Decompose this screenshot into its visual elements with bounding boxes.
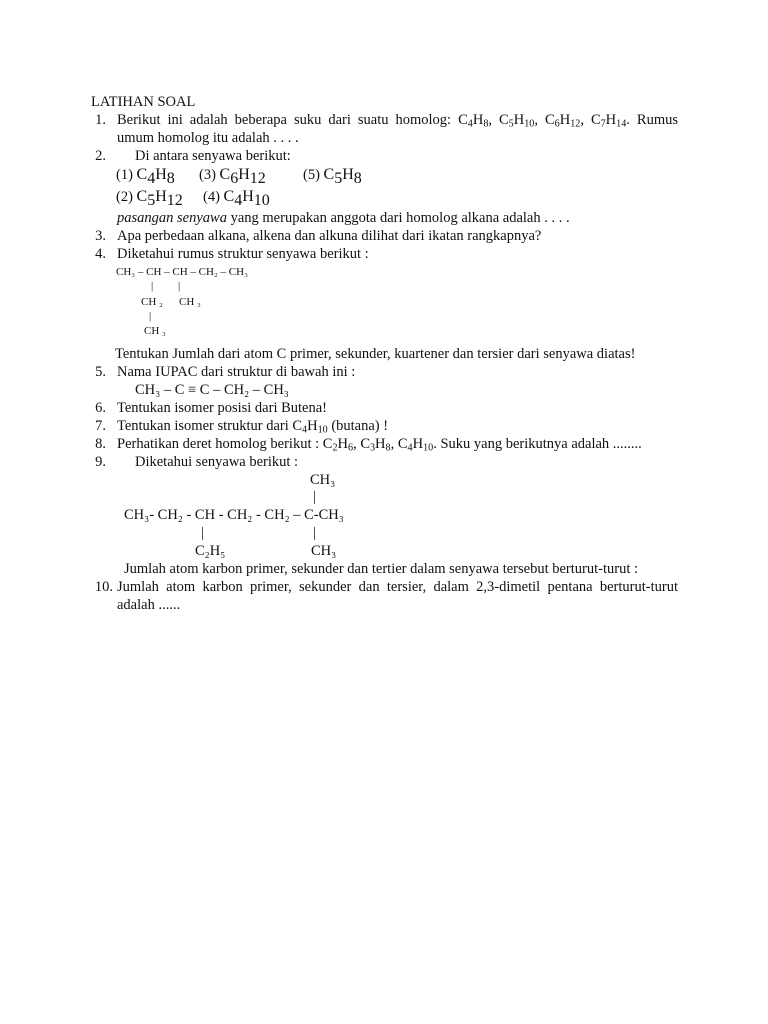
q9-top-ch3: CH₃ [310, 472, 336, 488]
q7-text: Tentukan isomer struktur dari $C_4H_{10}$ (butana) ! [117, 418, 389, 436]
q4-bond-3: | [149, 310, 152, 322]
page-title: LATIHAN SOAL [91, 94, 196, 110]
q10-number: 10. [94, 579, 113, 595]
q2-option-2: (2) $C_5H_{12}$ [116, 188, 183, 209]
q8-text: Perhatikan deret homolog berikut : $C_2H_6$, $C_3H_8$, $C_4H_{10}$. Suku yang berikutnya adalah ........ [117, 436, 642, 454]
q9-methyl-branch: CH₃ [311, 543, 337, 559]
q5-formula: CH₃ – C ≡ C – CH₂ – CH₃ [135, 382, 289, 398]
q5-number: 5. [95, 364, 106, 380]
q9-question: Jumlah atom karbon primer, sekunder dan tertier dalam senyawa tersebut berturut-turut : [124, 561, 638, 577]
q2-number: 2. [95, 148, 106, 164]
q4-ch3-end: CH ₃ [144, 325, 166, 337]
q4-text: Diketahui rumus struktur senyawa berikut : [117, 246, 369, 262]
q1-line1: Berikut ini adalah beberapa suku dari suatu homolog: $C_4H_8$, $C_5H_{10}$, $C_6H_{12}$, $C_7H_{14}$. Rumus [117, 112, 678, 130]
q5-text: Nama IUPAC dari struktur di bawah ini : [117, 364, 356, 380]
q9-ethyl-branch: C₂H₅ [195, 543, 226, 559]
q2-text: Di antara senyawa berikut: [135, 148, 291, 164]
q2-option-4: (4) $C_4H_{10}$ [203, 188, 270, 209]
q9-bond-left: | [201, 525, 204, 541]
q9-bond-top: | [313, 489, 316, 505]
q10-line2: adalah ...... [117, 597, 181, 613]
q9-main-chain: CH₃- CH₂ - CH - CH₂ - CH₂ – C-CH₃ [124, 507, 344, 523]
q7-number: 7. [95, 418, 106, 434]
q3-text: Apa perbedaan alkana, alkena dan alkuna dilihat dari ikatan rangkapnya? [117, 228, 542, 244]
q10-line1: Jumlah atom karbon primer, sekunder dan tersier, dalam 2,3-dimetil pentana berturut-turut [117, 579, 678, 595]
q4-bond-1: | [151, 280, 154, 292]
q1-line2: umum homolog itu adalah . . . . [117, 130, 299, 146]
q4-main-chain: CH₃ – CH – CH – CH₂ – CH₃ [116, 266, 248, 278]
q8-number: 8. [95, 436, 106, 452]
q4-bond-2: | [178, 280, 181, 292]
q6-text: Tentukan isomer posisi dari Butena! [117, 400, 327, 416]
q4-question: Tentukan Jumlah dari atom C primer, sekunder, kuartener dan tersier dari senyawa diatas! [115, 346, 636, 362]
q2-instruction: pasangan senyawa yang merupakan anggota dari homolog alkana adalah . . . . [117, 210, 570, 226]
q9-text: Diketahui senyawa berikut : [135, 454, 299, 470]
q2-option-1: (1) $C_4H_8$ [116, 166, 175, 187]
q2-option-5: (5) $C_5H_8$ [303, 166, 362, 187]
q9-number: 9. [95, 454, 106, 470]
q3-number: 3. [95, 228, 106, 244]
q6-number: 6. [95, 400, 106, 416]
q4-number: 4. [95, 246, 106, 262]
q2-option-3: (3) $C_6H_{12}$ [199, 166, 266, 187]
q4-ch2-branch: CH ₂ [141, 296, 163, 308]
q9-bond-right: | [313, 525, 316, 541]
q1-number: 1. [95, 112, 106, 128]
q4-ch3-branch: CH ₃ [179, 296, 201, 308]
